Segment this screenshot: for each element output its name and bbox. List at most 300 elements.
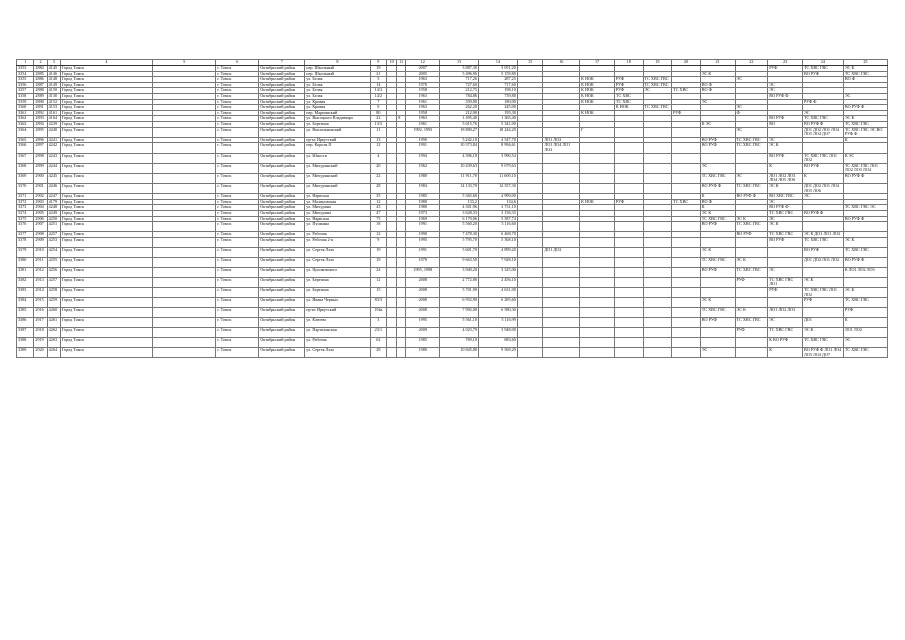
table-cell-col-12: 1995, 1998 [406, 267, 440, 277]
table-row [17, 153, 888, 163]
table-cell-col-11 [397, 127, 406, 137]
table-cell-col-25 [843, 222, 887, 232]
table-cell-col-15 [517, 222, 543, 232]
table-cell-col-11 [397, 298, 406, 308]
table-cell-col-17: К НОК [580, 93, 615, 99]
table-cell-col-4: Город Томск [60, 116, 152, 122]
table-cell-col-17 [580, 222, 615, 232]
table-cell-col-3: 4261 [47, 318, 60, 328]
table-cell-col-17 [580, 143, 615, 153]
table-cell-col-5 [152, 348, 215, 358]
table-cell-col-2: 2915 [34, 298, 47, 308]
table-cell-col-23: К [768, 163, 803, 173]
table-cell-col-12: 1963 [406, 105, 440, 111]
table-cell-col-25: РУФ [843, 308, 887, 318]
table-cell-col-18: РУФ [614, 88, 643, 94]
table-cell-col-4: Город Томск [60, 77, 152, 83]
table-cell-col-9: 12 [370, 199, 386, 205]
table-cell-col-22: ЭС [735, 77, 768, 83]
table-cell-col-18 [614, 127, 643, 137]
table-cell-col-18: РУФ [614, 199, 643, 205]
table-cell-col-17 [580, 237, 615, 247]
table-cell-col-19 [643, 184, 672, 194]
table-cell-col-3: 4259 [47, 298, 60, 308]
table-cell-col-19 [643, 127, 672, 137]
table-cell-col-25: ЭС [843, 93, 887, 99]
table-cell-col-24: ДО1 ДО2 ЛО1 ЛО4 ЛО5 ЛО4 ДО7 [802, 127, 843, 137]
table-cell-col-23: ВО РУФ Ф [768, 205, 803, 211]
table-cell-col-6: г. Томск [216, 277, 259, 287]
table-cell-col-18 [614, 184, 643, 194]
table-cell-col-23: ЛО1 ЛО2 ЛО3 [768, 308, 803, 318]
table-cell-col-16 [543, 348, 580, 358]
table-cell-col-3: 4146 [47, 71, 60, 77]
table-cell-col-5 [152, 277, 215, 287]
table-cell-col-5 [152, 308, 215, 318]
table-cell-col-14: 18 244,29 [478, 127, 517, 137]
table-row [17, 267, 888, 277]
table-cell-col-18: РУФ [614, 82, 643, 88]
table-cell-col-25: ВО РУФ Ф [843, 216, 887, 222]
table-cell-col-4: Город Томск [60, 121, 152, 127]
table-cell-col-9: 62 [370, 338, 386, 348]
table-cell-col-1: 3378 [17, 237, 34, 247]
table-cell-col-19 [643, 163, 672, 173]
table-cell-col-3: 4239 [47, 121, 60, 127]
table-cell-col-7: Октябрьский район [259, 194, 305, 200]
table-cell-col-16 [543, 308, 580, 318]
table-cell-col-9: 11 [370, 127, 386, 137]
table-cell-col-21: ЭС [700, 348, 735, 358]
table-cell-col-3: 4242 [47, 143, 60, 153]
table-cell-col-23: ЛС [768, 216, 803, 222]
table-cell-col-16 [543, 288, 580, 298]
table-cell-col-21: К ЭС [700, 121, 735, 127]
table-cell-col-11 [397, 247, 406, 257]
table-cell-col-8: ул. Вокзальновский [305, 127, 370, 137]
table-cell-col-12: 1963 [406, 93, 440, 99]
table-cell-col-23: РУФ [768, 288, 803, 298]
table-cell-col-24 [802, 143, 843, 153]
table-cell-col-21: К [700, 194, 735, 200]
table-cell-col-15 [517, 257, 543, 267]
table-cell-col-18 [614, 153, 643, 163]
table-cell-col-12: 2008 [406, 308, 440, 318]
table-cell-col-16 [543, 318, 580, 328]
table-cell-col-8: ул. Березина [305, 277, 370, 287]
table-cell-col-8: ул. Циолковского [305, 267, 370, 277]
table-cell-col-5 [152, 338, 215, 348]
table-cell-col-4: Город Томск [60, 143, 152, 153]
table-cell-col-17: К НОК [580, 88, 615, 94]
table-cell-col-17 [580, 308, 615, 318]
column-number: 19 [643, 60, 672, 66]
table-cell-col-4: Город Томск [60, 163, 152, 173]
table-cell-col-6: г. Томск [216, 216, 259, 222]
table-cell-col-2: 2898 [34, 153, 47, 163]
table-cell-col-17 [580, 163, 615, 173]
table-cell-col-9: 12 [370, 277, 386, 287]
table-cell-col-23: К ВО РУФ [768, 338, 803, 348]
table-cell-col-24: ТС ХВС ГВС [802, 338, 843, 348]
table-cell-col-14: 5 116,60 [478, 222, 517, 232]
table-cell-col-9: 18 [370, 222, 386, 232]
table-cell-col-12: 1991 [406, 143, 440, 153]
column-number: 2 [34, 60, 47, 66]
table-cell-col-15 [517, 348, 543, 358]
table-cell-col-25: ТС ХВС ГВС ЭС ВО РУФ Ф [843, 127, 887, 137]
table-cell-col-25: ЭС К [843, 116, 887, 122]
table-cell-col-23: ВО РУФ [768, 237, 803, 247]
table-cell-col-23: ВО РУФ Ф [768, 93, 803, 99]
table-cell-col-14: 5 341,00 [478, 121, 517, 127]
table-cell-col-11 [397, 318, 406, 328]
table-cell-col-25: ВО РУФ Ф [843, 257, 887, 267]
table-cell-col-19 [643, 338, 672, 348]
table-cell-col-21 [700, 338, 735, 348]
table-cell-col-17 [580, 247, 615, 257]
table-cell-col-9: 3 [370, 318, 386, 328]
table-cell-col-2: 2913 [34, 277, 47, 287]
table-cell-col-22: ТС ХВС ГВС [735, 267, 768, 277]
table-cell-col-9: 28 [370, 348, 386, 358]
table-cell-col-11 [397, 277, 406, 287]
table-cell-col-16 [543, 267, 580, 277]
table-cell-col-1: 3374 [17, 211, 34, 217]
table-row [17, 184, 888, 194]
table-cell-col-16 [543, 184, 580, 194]
table-cell-col-6: г. Томск [216, 127, 259, 137]
table-row [17, 338, 888, 348]
table-cell-col-2: 2901 [34, 184, 47, 194]
table-cell-col-1: 3384 [17, 298, 34, 308]
table-cell-col-8: ул. Высоцкого Владимира [305, 116, 370, 122]
table-cell-col-3: 4248 [47, 205, 60, 211]
table-cell-col-1: 3382 [17, 277, 34, 287]
table-cell-col-14: 4 631,00 [478, 288, 517, 298]
table-cell-col-19: ЭС [643, 88, 672, 94]
table-cell-col-13: 14 133,70 [440, 184, 479, 194]
table-cell-col-5 [152, 328, 215, 338]
table-row [17, 308, 888, 318]
table-cell-col-9: 14 [370, 82, 386, 88]
table-cell-col-4: Город Томск [60, 328, 152, 338]
column-number: 11 [397, 60, 406, 66]
table-row [17, 257, 888, 267]
table-cell-col-6: г. Томск [216, 348, 259, 358]
table-cell-col-7: Октябрьский район [259, 237, 305, 247]
table-cell-col-3: 4149 [47, 82, 60, 88]
table-cell-col-21: ЭС К [700, 211, 735, 217]
table-cell-col-21: ВО РУФ Ф [700, 184, 735, 194]
table-cell-col-8: ул. Нарвская [305, 194, 370, 200]
table-cell-col-7: Октябрьский район [259, 77, 305, 83]
table-cell-col-1: 3372 [17, 199, 34, 205]
table-cell-col-5 [152, 222, 215, 232]
table-cell-col-7: Октябрьский район [259, 288, 305, 298]
table-cell-col-8: ул. Белая [305, 77, 370, 83]
table-cell-col-2: 2899 [34, 163, 47, 173]
table-cell-col-13: 5 601,70 [440, 247, 479, 257]
table-cell-col-11 [397, 338, 406, 348]
table-cell-col-21: ТС ХВС ГВС [700, 257, 735, 267]
table-cell-col-9: 15 [370, 288, 386, 298]
table-cell-col-6: г. Томск [216, 328, 259, 338]
table-cell-col-11 [397, 222, 406, 232]
table-cell-col-14: 739,80 [478, 93, 517, 99]
table-cell-col-15 [517, 143, 543, 153]
table-cell-col-13: 3 940,20 [440, 267, 479, 277]
table-cell-col-12: 2005 [406, 71, 440, 77]
table-cell-col-12: 1990 [406, 232, 440, 238]
table-cell-col-22 [735, 348, 768, 358]
table-cell-col-18 [614, 298, 643, 308]
table-cell-col-14: 6 468,70 [478, 232, 517, 238]
table-cell-col-3: 4161 [47, 110, 60, 116]
table-cell-col-6: г. Томск [216, 66, 259, 72]
table-cell-col-9: 35 [370, 194, 386, 200]
table-cell-col-6: г. Томск [216, 137, 259, 143]
table-cell-col-21: ТС ХВС ГВС [700, 216, 735, 222]
table-cell-col-6: г. Томск [216, 77, 259, 83]
table-cell-col-24: ТС ХВС ГВС [802, 66, 843, 72]
table-cell-col-19 [643, 143, 672, 153]
table-cell-col-17: К НОК [580, 77, 615, 83]
table-cell-col-17: К НОК [580, 199, 615, 205]
table-cell-col-9: 22 [370, 116, 386, 122]
table-cell-col-18: ТС ХВС [614, 93, 643, 99]
table-cell-col-7: Октябрьский район [259, 173, 305, 183]
table-cell-col-16: ЛО1 ЛО2 [543, 137, 580, 143]
table-cell-col-5 [152, 173, 215, 183]
table-cell-col-23: ЛО1 ЛО2 ЛО3 ЛО4 ЛО5 ЛО6 [768, 173, 803, 183]
table-cell-col-2: 2896 [34, 137, 47, 143]
table-cell-col-21: ВО РУФ [700, 318, 735, 328]
table-cell-col-10 [387, 163, 397, 173]
table-cell-col-2: 2894 [34, 121, 47, 127]
table-cell-col-19 [643, 237, 672, 247]
table-cell-col-6: г. Томск [216, 153, 259, 163]
table-cell-col-5 [152, 184, 215, 194]
table-cell-col-13: 212,75 [440, 88, 479, 94]
table-cell-col-2: 2889 [34, 93, 47, 99]
table-cell-col-23: ТС ХВС ГВС [768, 232, 803, 238]
table-cell-col-6: г. Томск [216, 88, 259, 94]
table-cell-col-15 [517, 318, 543, 328]
table-cell-col-21: ЭС К [700, 298, 735, 308]
table-cell-col-3: 4152 [47, 99, 60, 105]
table-cell-col-13: 4 023,79 [440, 328, 479, 338]
table-cell-col-20 [672, 277, 701, 287]
table-cell-col-21 [700, 328, 735, 338]
table-cell-col-25: ВО РУФ Ф [843, 105, 887, 111]
table-cell-col-7: Октябрьский район [259, 116, 305, 122]
table-cell-col-8: пр-кт Иркутский [305, 137, 370, 143]
table-cell-col-16 [543, 153, 580, 163]
table-cell-col-20: ТС ХВС [672, 199, 701, 205]
table-cell-col-15 [517, 237, 543, 247]
table-cell-col-18: ТС ХВС [614, 99, 643, 105]
table-cell-col-14: 134,6 [478, 199, 517, 205]
table-cell-col-6: г. Томск [216, 163, 259, 173]
table-cell-col-10 [387, 318, 397, 328]
table-cell-col-12: 2007 [406, 66, 440, 72]
table-cell-col-15 [517, 163, 543, 173]
table-cell-col-2: 2902 [34, 194, 47, 200]
table-cell-col-8: пер. Короля II [305, 143, 370, 153]
table-cell-col-14: 3 325,00 [478, 267, 517, 277]
table-cell-col-2: 2917 [34, 318, 47, 328]
table-cell-col-25: ВО РУФ Ф [843, 173, 887, 183]
table-cell-col-3: 4264 [47, 348, 60, 358]
table-cell-col-9: 194а [370, 308, 386, 318]
table-cell-col-1: 3377 [17, 232, 34, 238]
table-cell-col-14: 9 079,63 [478, 163, 517, 173]
column-number: 22 [735, 60, 768, 66]
table-cell-col-21: ЭС [700, 163, 735, 173]
table-cell-col-9: 75 [370, 216, 386, 222]
table-cell-col-14: 5 587,74 [478, 216, 517, 222]
table-cell-col-4: Город Томск [60, 232, 152, 238]
table-cell-col-15 [517, 184, 543, 194]
table-cell-col-24: ЭС [802, 194, 843, 200]
table-cell-col-13: 5 561,10 [440, 318, 479, 328]
table-cell-col-10 [387, 222, 397, 232]
table-cell-col-18 [614, 308, 643, 318]
column-number: 24 [802, 60, 843, 66]
table-cell-col-6: г. Томск [216, 105, 259, 111]
table-cell-col-23 [768, 257, 803, 267]
table-cell-col-1: 3383 [17, 288, 34, 298]
table-cell-col-17 [580, 318, 615, 328]
column-number: 21 [700, 60, 735, 66]
table-cell-col-12: 1984 [406, 184, 440, 194]
table-cell-col-3: 4255 [47, 257, 60, 267]
table-cell-col-14: 180,00 [478, 99, 517, 105]
table-cell-col-10 [387, 143, 397, 153]
table-cell-col-2: 2888 [34, 88, 47, 94]
table-cell-col-20 [672, 267, 701, 277]
table-cell-col-10 [387, 277, 397, 287]
table-cell-col-15 [517, 288, 543, 298]
table-cell-col-20 [672, 348, 701, 358]
table-cell-col-24: РУФ Ф [802, 99, 843, 105]
table-cell-col-13: 10 373,84 [440, 143, 479, 153]
table-cell-col-4: Город Томск [60, 247, 152, 257]
table-cell-col-7: Октябрьский район [259, 328, 305, 338]
table-cell-col-21: ВО Ф [700, 82, 735, 88]
table-row [17, 328, 888, 338]
table-cell-col-8: пер. Школьный [305, 66, 370, 72]
table-cell-col-20 [672, 184, 701, 194]
table-cell-col-6: г. Томск [216, 308, 259, 318]
table-cell-col-25: ТС ХВС ГВС [843, 298, 887, 308]
table-cell-col-18 [614, 257, 643, 267]
table-cell-col-10 [387, 173, 397, 183]
table-cell-col-1: 3375 [17, 216, 34, 222]
table-cell-col-11 [397, 348, 406, 358]
table-cell-col-21: ТС ХВС ГВС [700, 173, 735, 183]
table-cell-col-1: 3357 [17, 88, 34, 94]
table-cell-col-2: 2912 [34, 267, 47, 277]
table-cell-col-9: 23/1 [370, 328, 386, 338]
table-cell-col-4: Город Томск [60, 88, 152, 94]
table-cell-col-16 [543, 173, 580, 183]
data-sheet [16, 59, 888, 358]
table-cell-col-2: 2908 [34, 232, 47, 238]
table-cell-col-12: 1969 [406, 216, 440, 222]
table-cell-col-20 [672, 328, 701, 338]
table-cell-col-2: 2897 [34, 143, 47, 153]
table-cell-col-15 [517, 247, 543, 257]
table-cell-col-5 [152, 247, 215, 257]
table-cell-col-7: Октябрьский район [259, 277, 305, 287]
table-cell-col-18 [614, 222, 643, 232]
table-cell-col-21 [700, 153, 735, 163]
table-cell-col-10 [387, 298, 397, 308]
table-cell-col-7: Октябрьский район [259, 211, 305, 217]
table-cell-col-22: ЭС [735, 105, 768, 111]
table-cell-col-22 [735, 288, 768, 298]
table-cell-col-12: 1958 [406, 110, 440, 116]
table-cell-col-7: Октябрьский район [259, 338, 305, 348]
table-cell-col-14: 9 569,29 [478, 348, 517, 358]
table-cell-col-14: 8 994,61 [478, 143, 517, 153]
table-cell-col-17: Г [580, 127, 615, 137]
table-cell-col-16 [543, 222, 580, 232]
table-cell-col-24: ТС ХВС ГВС [802, 116, 843, 122]
table-cell-col-1: 3358 [17, 93, 34, 99]
table-cell-col-1: 3389 [17, 348, 34, 358]
table-cell-col-1: 3354 [17, 71, 34, 77]
table-cell-col-17: К НОК [580, 82, 615, 88]
table-cell-col-3: 4243 [47, 153, 60, 163]
table-cell-col-3: 4262 [47, 328, 60, 338]
table-cell-col-6: г. Томск [216, 205, 259, 211]
table-cell-col-10 [387, 348, 397, 358]
table-cell-col-2: 2892 [34, 110, 47, 116]
table-cell-col-21 [700, 277, 735, 287]
table-cell-col-13: 2 772,80 [440, 277, 479, 287]
table-cell-col-3: 4253 [47, 237, 60, 247]
table-cell-col-8: ул. Партизанская [305, 328, 370, 338]
table-cell-col-11 [397, 153, 406, 163]
table-cell-col-24: ВО РУФ Ф ЛО1 ЛО4 ЛО5 ЛО4 ДО7 [803, 347, 842, 357]
table-row [17, 247, 888, 257]
table-cell-col-2: 2884 [34, 66, 47, 72]
table-cell-col-21: ЭС К [700, 247, 735, 257]
table-cell-col-25: ТС ХВС ГВС [843, 348, 887, 358]
column-number: 14 [478, 60, 517, 66]
table-cell-col-23: ВО РУФ [768, 153, 803, 163]
table-cell-col-24: ТС ХВС ГВС ЛО1 ЛО2 [802, 288, 843, 298]
table-cell-col-8: ул. Пушкина [305, 222, 370, 232]
table-cell-col-12: 2009 [406, 328, 440, 338]
table-cell-col-22: ЭС К [735, 257, 768, 267]
table-cell-col-7: Октябрьский район [259, 99, 305, 105]
table-cell-col-7: Октябрьский район [259, 71, 305, 77]
table-cell-col-13: 9 663,50 [440, 257, 479, 267]
table-cell-col-16 [543, 257, 580, 267]
table-cell-col-8: ул. Березина [305, 121, 370, 127]
table-cell-col-25: ТС ХВС ГВС ЭС [843, 205, 887, 211]
table-cell-col-6: г. Томск [216, 121, 259, 127]
table-cell-col-8: ул. Мичурина [305, 211, 370, 217]
table-cell-col-13: 5 701,90 [440, 288, 479, 298]
table-cell-col-22: ВО РУФ Ф [735, 194, 768, 200]
table-cell-col-1: 3370 [17, 184, 34, 194]
table-cell-col-22: Ф [735, 110, 768, 116]
